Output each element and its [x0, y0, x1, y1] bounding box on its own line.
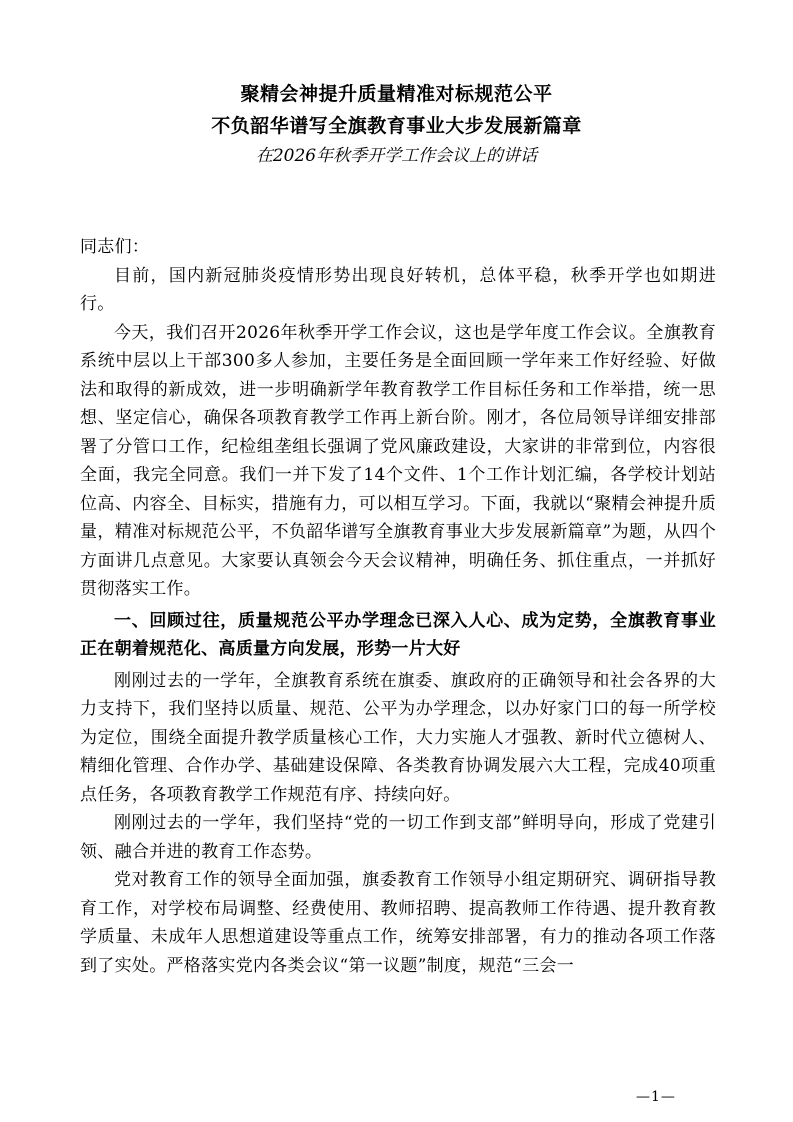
section-heading: 一、回顾过往，质量规范公平办学理念已深入人心、成为定势，全旗教育事业正在朝着规范化、高质量方向发展，形势一片大好 — [80, 610, 716, 659]
paragraph: 刚刚过去的一学年，我们坚持“党的一切工作到支部”鲜明导向，形成了党建引领、融合并进的教育工作态势。 — [80, 813, 716, 862]
document-title-line-1: 聚精会神提升质量精准对标规范公平 — [240, 83, 553, 105]
paragraph: 今天，我们召开2026年秋季开学工作会议，这也是学年度工作会议。全旗教育系统中层以上干部300多人参加，主要任务是全面回顾一学年来工作好经验、好做法和取得的新成效，进一步明确新学年教育教学工作目标任务和工作举措，统一思想、坚定信心，确保各项教育教学工作再上新台阶。刚才，各位局领导详细安排部署了分管口工作，纪检组垄组长强调了党风廉政建设，大家讲的非常到位，内容很全面，我完全同意。我们一并下发了14个文件、1个工作计划汇编，各学校计划站位高、内容全、目标实，措施有力，可以相互学习。下面，我就以“聚精会神提升质量，精准对标规范公平，不负韶华谱写全旗教育事业大步发展新篇章”为题，从四个方面讲几点意见。大家要认真领会今天会议精神，明确任务、抓住重点，一并抓好贯彻落实工作。 — [80, 322, 716, 599]
salutation: 同志们： — [80, 237, 150, 257]
document-body — [80, 233, 716, 980]
paragraph: 目前，国内新冠肺炎疫情形势出现良好转机，总体平稳，秋季开学也如期进行。 — [80, 265, 716, 314]
document-title-line-2: 不负韶华谱写全旗教育事业大步发展新篇章 — [211, 115, 582, 137]
page-number: —1— — [636, 1089, 676, 1105]
paragraph: 刚刚过去的一学年，全旗教育系统在旗委、旗政府的正确领导和社会各界的大力支持下，我们坚持以质量、规范、公平为办学理念，以办好家门口的每一所学校为定位，围绕全面提升教学质量核心工作，大力实施人才强教、新时代立德树人、精细化管理、合作办学、基础建设保障、各类教育协调发展六大工程，完成40项重点任务，各项教育教学工作规范有序、持续向好。 — [80, 670, 716, 805]
document-subtitle: 在2026年秋季开学工作会议上的讲话 — [255, 146, 538, 166]
paragraph: 党对教育工作的领导全面加强，旗委教育工作领导小组定期研究、调研指导教育工作，对学校布局调整、经费使用、教师招聘、提高教师工作待遇、提升教育教学质量、未成年人思想道建设等重点工作，统筹安排部署，有力的推动各项工作落到了实处。严格落实党内各类会议“第一议题”制度，规范“三会一 — [80, 870, 716, 976]
